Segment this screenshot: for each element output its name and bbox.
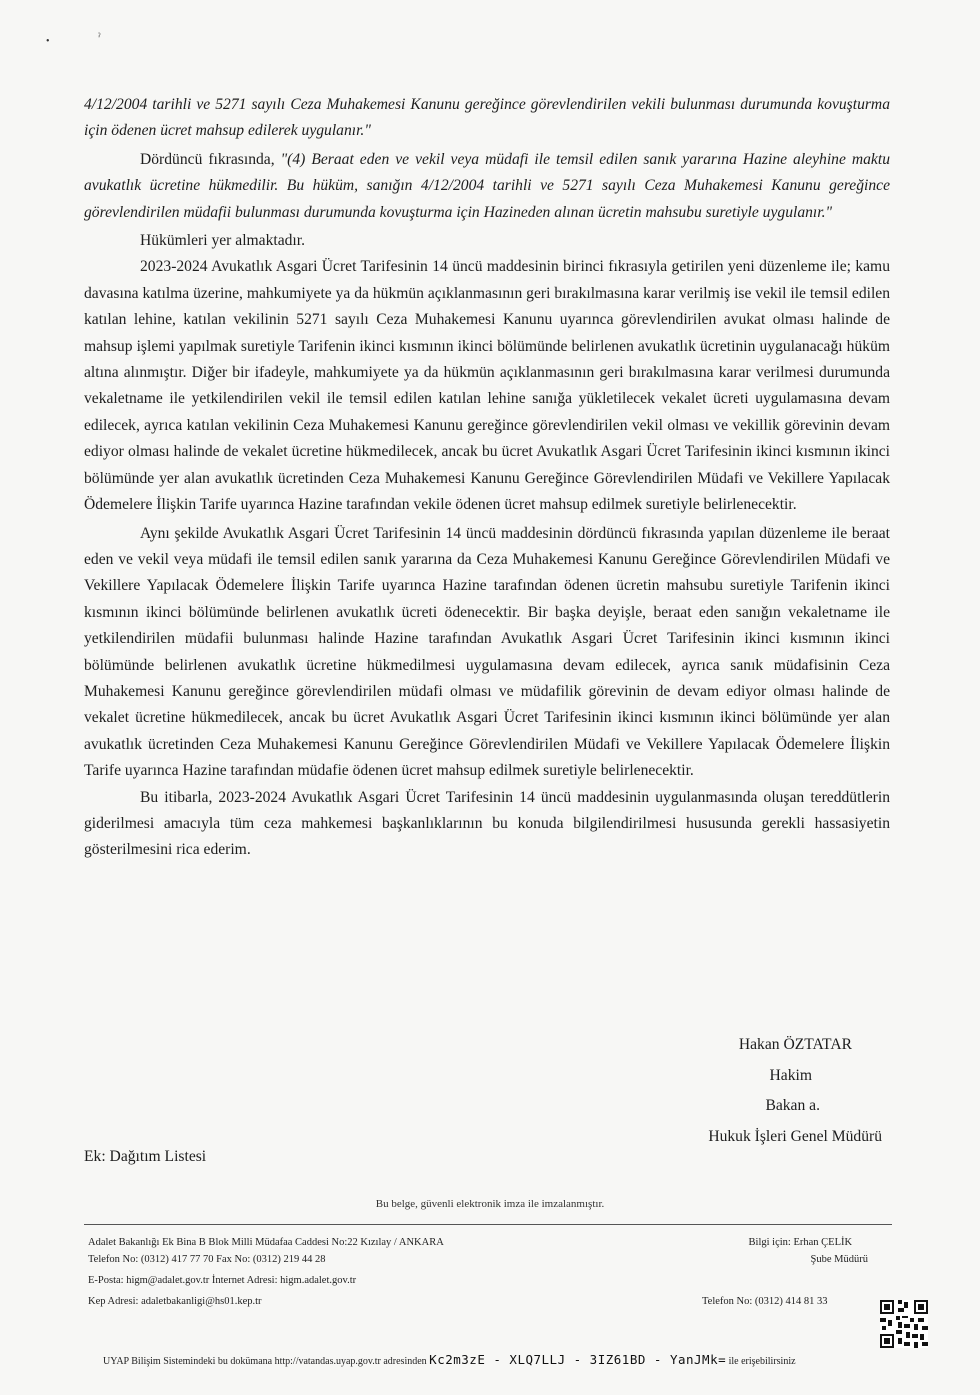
paragraph-request: Bu itibarla, 2023-2024 Avukatlık Asgari Ücret Tarifesinin 14 üncü maddesinin uygulanmasında oluşan tereddütlerin giderilmesi amacıyla tüm ceza mahkemesi başkanlıklarının bu konuda bilgilendirilmesi hususunda gerekli hassasiyetin gösterilmesini rica ederim. [84, 788, 890, 859]
footer-address: Adalet Bakanlığı Ek Bina B Blok Milli Müdafaa Caddesi No:22 Kızılay / ANKARA [88, 1237, 444, 1248]
paragraph-lead: Dördüncü fıkrasında, [140, 150, 281, 168]
signer-title: Hakim [769, 1066, 812, 1084]
kep-address: Kep Adresi: adaletbakanligi@hs01.kep.tr [88, 1296, 262, 1307]
footer-contact [88, 1234, 444, 1289]
esignature-note: Bu belge, güvenli elektronik imza ile imzalanmıştır. [375, 1198, 605, 1210]
verification-suffix: ile erişebilirsiniz [728, 1356, 796, 1367]
signer-position: Hukuk İşleri Genel Müdürü [708, 1127, 882, 1145]
verification-code: Kc2m3zE - XLQ7LLJ - 3IZ61BD - YanJMk= [429, 1352, 727, 1367]
info-name: Erhan ÇELİK [793, 1237, 853, 1248]
verification-line [103, 1352, 796, 1367]
paragraph-continuation: 4/12/2004 tarihli ve 5271 sayılı Ceza Muhakemesi Kanunu gereğince görevlendirilen vekili bulunması durumunda kovuşturma için ödenen ücret mahsup edilerek uygulanır." [84, 96, 890, 140]
letter-body [84, 92, 890, 864]
scan-mark-mid: ˀ [98, 32, 101, 43]
footer-divider [84, 1224, 892, 1225]
paragraph-provisions: Hükümleri yer almaktadır. [140, 232, 305, 250]
info-role: Şube Müdürü [810, 1254, 868, 1265]
signature-block [582, 1030, 882, 1152]
paragraph-fourth-clause-explanation: Aynı şekilde Avukatlık Asgari Ücret Tarifesinin 14 üncü maddesinin dördüncü fıkrasında yapılan düzenleme ile beraat eden ve vekil veya müdafi ile temsil edilen sanık yararına da Ceza Muhakemesi Kanunu Gereğince Görevlendirilen Müdafi ve Vekillere Yapılacak Ödemelere İlişkin Tarife uyarınca Hazine tarafından ödenen ücretin mahsubu suretiyle Tarifenin ikinci kısmının ikinci bölümünde belirlenen avukatlık ücreti ödenecektir. Bir başka deyişle, beraat eden sanığın vekaletname ile yetkilendirilen müdafii bulunması halinde Hazine tarafından Avukatlık Asgari Ücret Tarifesinin ikinci kısmının ikinci bölümünde belirlenen avukatlık ücretine hükmedilmesi uygulamasına devam edilecek, ayrıca sanık müdafisinin Ceza Muhakemesi Kanunu gereğince görevlendirilen müdafi olması ve müdafilik görevinin de devam ediyor olması halinde de vekalet ücretine hükmedilecek, ancak bu ücret Avukatlık Asgari Ücret Tarifesinin ikinci kısmının ikinci bölümünde yer alan avukatlık ücretinden Ceza Muhakemesi Kanunu Gereğince Görevlendirilen Müdafi ve Vekillere Yapılacak Ödemelere İlişkin Tarife uyarınca Hazine tarafından müdafie ödenen ücret mahsup edilmek suretiyle belirlenecektir. [84, 524, 890, 780]
footer-phone-fax: Telefon No: (0312) 417 77 70 Fax No: (0312) 219 44 28 [88, 1254, 326, 1265]
paragraph-first-clause-explanation: 2023-2024 Avukatlık Asgari Ücret Tarifesinin 14 üncü maddesinin birinci fıkrasıyla getirilen yeni düzenleme ile; kamu davasına katılma üzerine, mahkumiyete ya da hükmün açıklanmasının geri bırakılmasına karar verilmiş ise vekil ile temsil edilen katılan lehine, katılan vekilinin 5271 sayılı Ceza Muhakemesi Kanunu uyarınca görevlendirilen avukat olması halinde de mahsup işlemi yapılmak suretiyle Tarifenin ikinci kısmının ikinci bölümünde belirlenen avukatlık ücretinin uygulanacağı hüküm altına alınmıştır. Diğer bir ifadeyle, mahkumiyete ya da hükmün açıklanmasının geri bırakılmasına karar verilmesi durumunda vekaletname ile yetkilendirilen vekil ile temsil edilen katılan lehine sanığa yükletilecek vekalet ücreti uygulamasına devam edilecek, ayrıca katılan vekilinin Ceza Muhakemesi Kanunu gereğince görevlendirilen vekil olması ve vekillik görevinin devam ediyor olması halinde de vekalet ücretine hükmedilecek, ancak bu ücret Avukatlık Asgari Ücret Tarifesinin ikinci kısmının ikinci bölümünde yer alan avukatlık ücretinden Ceza Muhakemesi Kanunu Gereğince Görevlendirilen Müdafi ve Vekillere Yapılacak Ödemelere İlişkin Tarife uyarınca Hazine tarafından vekile ödenen ücret mahsup edilmek suretiyle belirlenecektir. [84, 258, 890, 514]
info-label: Bilgi için: [748, 1237, 791, 1248]
verification-text: UYAP Bilişim Sistemindeki bu dokümana http://vatandas.uyap.gov.tr adresinden [103, 1356, 427, 1367]
signer-name: Hakan ÖZTATAR [738, 1036, 852, 1053]
paragraph-fourth-clause [84, 147, 890, 226]
signer-on-behalf: Bakan a. [765, 1097, 820, 1114]
footer-email-web: E-Posta: higm@adalet.gov.tr İnternet Adresi: higm.adalet.gov.tr [88, 1275, 357, 1286]
scan-mark-left: • [46, 36, 50, 47]
footer-info [749, 1234, 868, 1268]
qr-code-icon [880, 1300, 928, 1348]
contact-phone: Telefon No: (0312) 414 81 33 [702, 1296, 828, 1307]
attachment-line: Ek: Dağıtım Listesi [84, 1148, 207, 1165]
paragraph-quote: "(4) Beraat eden ve vekil veya müdafi ile temsil edilen sanık yararına Hazine aleyhine maktu avukatlık ücretine hükmedilir. Bu hüküm, sanığın 4/12/2004 tarihli ve 5271 sayılı Ceza Muhakemesi Kanunu gereğince görevlendirilen müdafii bulunması durumunda kovuşturma için Hazineden alınan ücretin mahsubu suretiyle uygulanır." [84, 150, 890, 221]
